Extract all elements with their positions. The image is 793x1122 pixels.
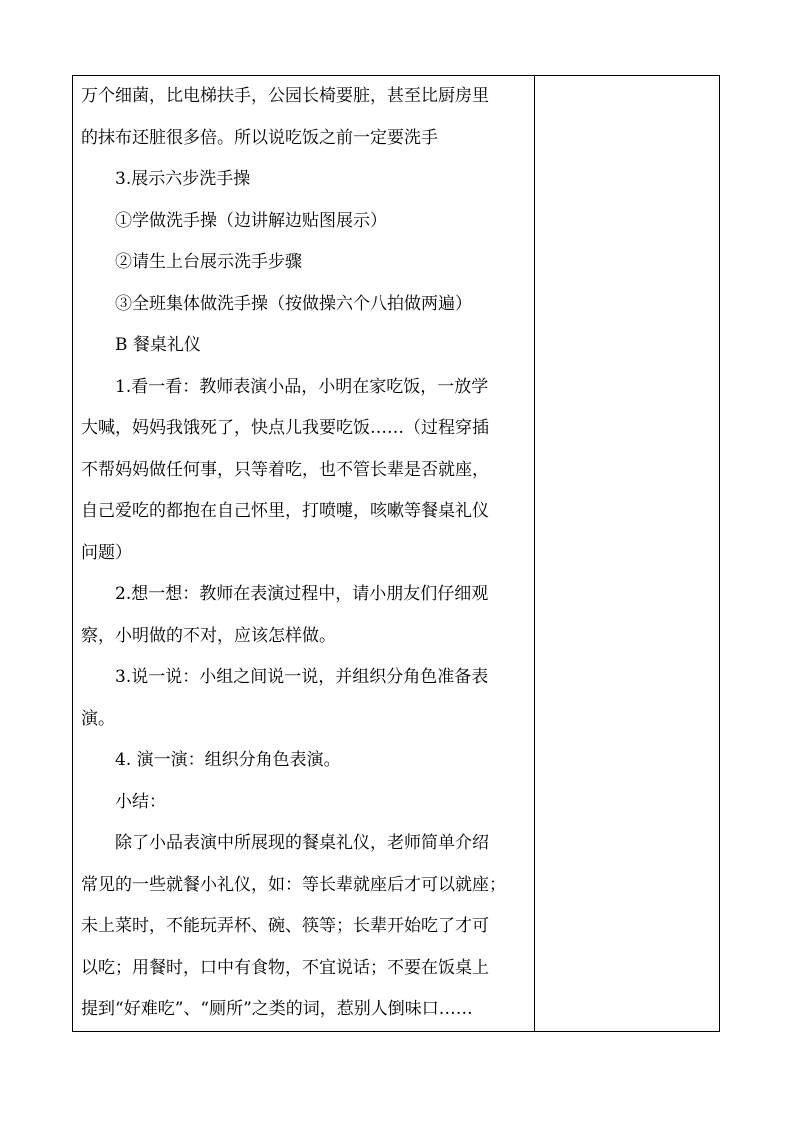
text-line: 演。 xyxy=(81,708,115,729)
text-line: 自己爱吃的都抱在自己怀里，打喷嚏，咳嗽等餐桌礼仪 xyxy=(81,501,489,521)
notes-cell xyxy=(535,76,719,1031)
text-line: ③全班集体做洗手操（按做操六个八拍做两遍） xyxy=(115,293,472,314)
text-line: 以吃；用餐时，口中有食物，不宜说话；不要在饭桌上 xyxy=(81,957,489,978)
text-line: ①学做洗手操（边讲解边贴图展示） xyxy=(115,210,387,231)
text-line: 常见的一些就餐小礼仪，如：等长辈就座后才可以就座； xyxy=(81,874,506,895)
text-line: 3.说一说：小组之间说一说，并组织分角色准备表 xyxy=(115,667,489,687)
text-line: 3.展示六步洗手操 xyxy=(115,169,251,189)
text-line: 4. 演一演：组织分角色表演。 xyxy=(115,750,341,770)
lesson-table xyxy=(72,75,720,1032)
text-line: 的抹布还脏很多倍。所以说吃饭之前一定要洗手 xyxy=(81,127,438,148)
text-line: 察，小明做的不对，应该怎样做。 xyxy=(81,625,336,646)
text-line: 问题） xyxy=(81,542,132,563)
text-line: 2.想一想：教师在表演过程中，请小朋友们仔细观 xyxy=(115,584,489,604)
text-line: 除了小品表演中所展现的餐桌礼仪，老师简单介绍 xyxy=(115,833,489,853)
text-line: 大喊，妈妈我饿死了，快点儿我要吃饭……（过程穿插 xyxy=(81,418,489,438)
content-cell xyxy=(73,76,535,1031)
text-line: ②请生上台展示洗手步骤 xyxy=(115,252,302,272)
text-line: 不帮妈妈做任何事，只等着吃，也不管长辈是否就座， xyxy=(81,459,489,480)
text-line: 小结： xyxy=(115,791,166,812)
text-line: B 餐桌礼仪 xyxy=(115,335,201,355)
text-line: 未上菜时，不能玩弄杯、碗、筷等；长辈开始吃了才可 xyxy=(81,916,489,936)
text-line: 万个细菌，比电梯扶手，公园长椅要脏，甚至比厨房里 xyxy=(81,86,489,106)
text-line: 提到“好难吃”、“厕所”之类的词，惹别人倒味口…… xyxy=(81,999,473,1019)
text-line: 1.看一看：教师表演小品，小明在家吃饭，一放学 xyxy=(115,376,489,397)
